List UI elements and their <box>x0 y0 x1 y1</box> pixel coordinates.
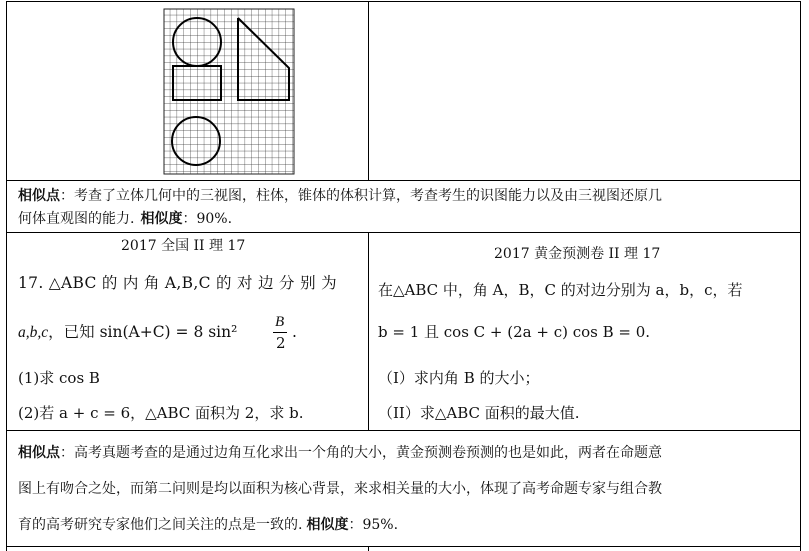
table-border-right <box>800 1 801 551</box>
column-divider-c <box>368 546 369 551</box>
right-problem-line-2: b = 1 且 cos C + (2a + c) cos B = 0. <box>378 323 651 341</box>
similarity-row-1-line-2 <box>18 211 232 228</box>
fraction-numerator: B <box>275 314 285 330</box>
left-source: 2017 全国 II 理 17 <box>121 238 246 254</box>
row-divider-1 <box>6 180 800 181</box>
row-divider-3 <box>6 430 800 431</box>
table-border-top <box>6 1 800 2</box>
similarity-degree-value-2: ：95%. <box>348 517 399 533</box>
similarity-degree-value: ：90%. <box>182 211 233 227</box>
row-divider-2 <box>6 232 800 233</box>
right-question-2: （II）求△ABC 面积的最大值. <box>378 404 580 422</box>
fraction-bar <box>273 332 287 333</box>
similarity-degree-label: 相似度 <box>140 211 183 227</box>
similarity-text-2c: 育的高考研究专家他们之间关注的点是一致的. <box>18 517 303 533</box>
similarity-row-2-line-1 <box>18 445 662 462</box>
similarity-row-1-line-1 <box>18 188 662 205</box>
table-border-left <box>6 1 7 551</box>
similarity-row-2-line-2: 图上有吻合之处，而第二问则是均以面积为核心背景，来求相关量的大小，体现了高考命题专家与组合教 <box>18 481 662 497</box>
side-variables: a,b,c <box>18 324 49 341</box>
similarity-text-2a: ：高考真题考查的是通过边角互化求出一个角的大小，黄金预测卷预测的也是如此，两者在命题意 <box>60 445 662 461</box>
similarity-row-2-line-3 <box>18 517 398 534</box>
left-problem-line-2 <box>18 323 237 343</box>
left-question-2: (2)若 a + c = 6，△ABC 面积为 2，求 b. <box>18 404 304 422</box>
equation-end: . <box>292 323 297 341</box>
right-question-1: （I）求内角 B 的大小； <box>378 369 540 387</box>
fraction-denominator: 2 <box>276 334 286 352</box>
left-problem-line-1: 17. △ABC 的 内 角 A,B,C 的 对 边 分 别 为 <box>18 274 337 292</box>
similarity-text-cont: 何体直观图的能力. <box>18 211 135 227</box>
right-problem-line-1: 在△ABC 中，角 A，B，C 的对边分别为 a，b，c，若 <box>378 281 743 299</box>
similarity-degree-label-2: 相似度 <box>306 517 349 533</box>
similarity-text: ：考查了立体几何中的三视图，柱体，锥体的体积计算，考查考生的识图能力以及由三视图还原几 <box>60 188 662 204</box>
three-view-grid-figure <box>163 8 296 176</box>
row-divider-4 <box>6 546 800 547</box>
similarity-label: 相似点 <box>18 188 60 204</box>
left-question-1: (1)求 cos B <box>18 369 100 387</box>
similarity-label-2: 相似点 <box>18 445 60 461</box>
right-source: 2017 黄金预测卷 II 理 17 <box>494 246 661 262</box>
column-divider-b <box>368 232 369 430</box>
given-equation: ，已知 sin(A+C) = 8 sin² <box>48 323 238 341</box>
column-divider-a <box>368 1 369 180</box>
